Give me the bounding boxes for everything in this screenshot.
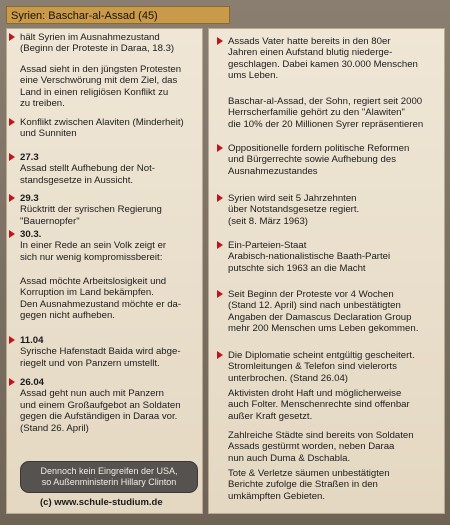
red-arrow-bullet-icon: [217, 144, 223, 152]
red-arrow-bullet-icon: [217, 351, 223, 359]
item-line: Land in einen religiösen Konflikt zu: [20, 86, 169, 98]
right-item: [228, 468, 390, 502]
item-line: Korruption im Land bekämpfen.: [20, 287, 154, 299]
left-item: [20, 276, 181, 322]
red-arrow-bullet-icon: [217, 241, 223, 249]
item-line: sich nur wenig kompromissbereit:: [20, 251, 163, 263]
item-line: Ein-Parteien-Staat: [228, 240, 307, 251]
item-line: "Bauernopfer": [20, 215, 80, 227]
right-item: [228, 240, 390, 274]
red-arrow-bullet-icon: [9, 230, 15, 238]
item-line: Berichte zufolge die Straßen in den: [228, 479, 378, 491]
item-line: Syrische Hafenstadt Baida wird abge-: [20, 346, 181, 358]
item-line: und einem Großaufgebot an Soldaten: [20, 399, 181, 411]
item-line: Assads gestürmt worden, neben Daraa: [228, 441, 395, 453]
item-line: riegelt und von Panzern umstellt.: [20, 357, 160, 369]
right-item: [228, 388, 410, 422]
item-line: umkämpften Gebieten.: [228, 490, 326, 502]
red-arrow-bullet-icon: [217, 290, 223, 298]
item-line: Tote & Verletze säumen unbestätigten: [228, 468, 390, 479]
left-item: [20, 229, 166, 263]
item-line: Oppositionelle fordern politische Reformen: [228, 143, 410, 154]
item-line: Rücktritt der syrischen Regierung: [20, 204, 162, 216]
item-line: Ausnahmezustandes: [228, 165, 318, 177]
item-line: In einer Rede an sein Volk zeigt er: [20, 240, 167, 252]
item-line: (Stand 12. April) sind nach unbestätigten: [228, 300, 401, 312]
item-line: standsgesetze in Aussicht.: [20, 174, 134, 186]
item-line: Syrien wird seit 5 Jahrzehnten: [228, 193, 357, 204]
red-arrow-bullet-icon: [217, 194, 223, 202]
item-line: Stromleitungen & Telefon sind vielerorts: [228, 361, 397, 373]
item-line: Die Diplomatie scheint entgültig gescheitert.: [228, 350, 415, 361]
item-line: Arabisch-nationalistische Baath-Partei: [228, 251, 391, 263]
item-line: geschlagen. Dabei kamen 30.000 Menschen: [228, 58, 418, 70]
right-item: [228, 350, 415, 384]
page-title: Syrien: Baschar-al-Assad (45): [6, 6, 230, 24]
item-line: ums Leben.: [228, 70, 279, 82]
right-item: [228, 430, 414, 464]
right-item: [228, 143, 409, 177]
item-line: Assad stellt Aufhebung der Not-: [20, 163, 155, 175]
item-line: außer Kraft gesetzt.: [228, 410, 313, 422]
red-arrow-bullet-icon: [9, 153, 15, 161]
item-line: Aktivisten droht Haft und möglicherweise: [228, 388, 402, 399]
item-line: gegen nicht aufheben.: [20, 310, 115, 322]
left-item: [20, 117, 184, 140]
red-arrow-bullet-icon: [9, 378, 15, 386]
item-line: Assad sieht in den jüngsten Protesten: [20, 64, 182, 75]
note-line: Dennoch kein Eingreifen der USA,: [40, 466, 178, 476]
left-item: [20, 152, 155, 186]
item-line: Den Ausnahmezustand möchte er da-: [20, 298, 182, 310]
red-arrow-bullet-icon: [9, 118, 15, 126]
item-line: Seit Beginn der Proteste vor 4 Wochen: [228, 289, 394, 300]
item-date: 29.3: [20, 193, 39, 204]
item-line: Assad möchte Arbeitslosigkeit und: [20, 276, 167, 287]
red-arrow-bullet-icon: [9, 194, 15, 202]
item-line: Konflikt zwischen Alaviten (Minderheit): [20, 117, 184, 128]
item-line: (Stand 26. April): [20, 422, 89, 434]
left-item: [20, 64, 181, 110]
item-date: 27.3: [20, 152, 39, 163]
item-line: Herrscherfamilie gehört zu den "Alawiten": [228, 107, 405, 119]
note-box: [20, 461, 198, 493]
right-item: [228, 193, 359, 227]
item-line: (Beginn der Proteste in Daraa, 18.3): [20, 43, 175, 55]
item-line: und Bürgerrechte sowie Aufhebung des: [228, 154, 397, 166]
item-line: gegen die Aufständigen in Daraa vor.: [20, 411, 178, 423]
item-line: über Notstandsgesetze regiert.: [228, 204, 360, 216]
item-date: 30.3.: [20, 229, 42, 240]
item-line: Jahren einen Aufstand blutig niederge-: [228, 47, 393, 59]
right-item: [228, 36, 418, 82]
item-line: Assads Vater hatte bereits in den 80er: [228, 36, 391, 47]
left-item: [20, 335, 181, 369]
note-line: so Außenministerin Hillary Clinton: [41, 477, 177, 487]
item-line: Zahlreiche Städte sind bereits von Soldaten: [228, 430, 414, 441]
item-line: nun auch Duma & Dschabla.: [228, 452, 351, 464]
item-line: hält Syrien im Ausnahmezustand: [20, 32, 160, 43]
left-item: [20, 193, 162, 227]
item-line: mehr 200 Menschen ums Leben gekommen.: [228, 323, 419, 335]
right-item: [228, 289, 418, 335]
copyright-text: (c) www.schule-studium.de: [40, 497, 163, 508]
item-line: eine Verschwörung mit dem Ziel, das: [20, 75, 178, 87]
item-line: Baschar-al-Assad, der Sohn, regiert seit 2000: [228, 96, 423, 107]
right-item: [228, 96, 423, 130]
item-line: unterbrochen. (Stand 26.04): [228, 372, 349, 384]
red-arrow-bullet-icon: [9, 33, 15, 41]
left-item: [20, 32, 174, 55]
item-line: die 10% der 20 Millionen Syrer repräsentieren: [228, 118, 424, 130]
item-date: 11.04: [20, 335, 44, 346]
item-date: 26.04: [20, 377, 45, 388]
item-line: putschte sich 1963 an die Macht: [228, 262, 366, 274]
item-line: (seit 8. März 1963): [228, 215, 308, 227]
item-line: zu treiben.: [20, 98, 65, 110]
red-arrow-bullet-icon: [9, 336, 15, 344]
left-item: [20, 377, 181, 434]
item-line: Assad geht nun auch mit Panzern: [20, 388, 164, 400]
item-line: auch Folter. Menschenrechte sind offenbar: [228, 399, 410, 411]
red-arrow-bullet-icon: [217, 37, 223, 45]
item-line: und Sunniten: [20, 128, 77, 140]
item-line: Angaben der Damascus Declaration Group: [228, 311, 412, 323]
